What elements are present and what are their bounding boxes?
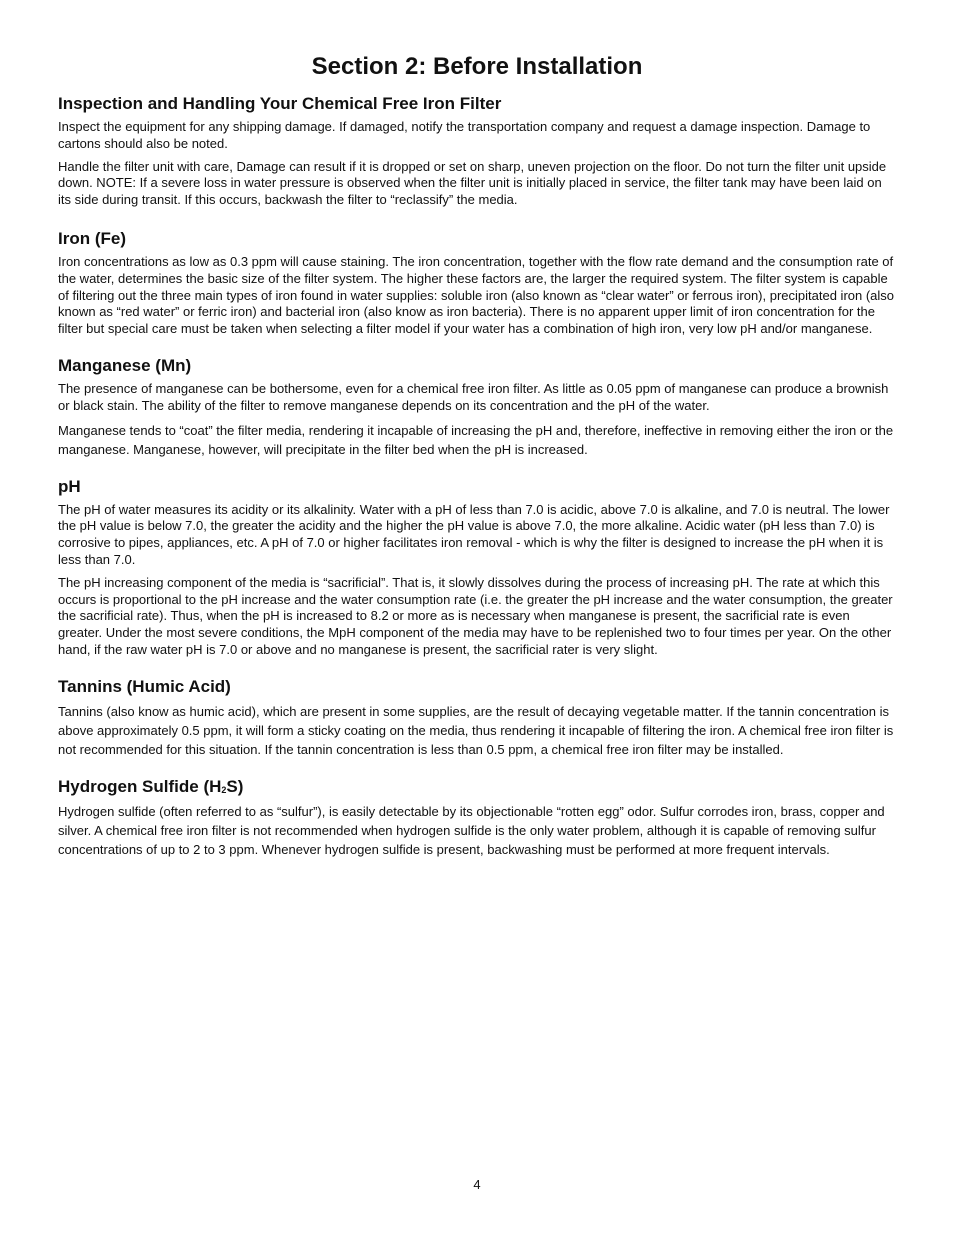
document-page: [58, 52, 896, 877]
page-title: Section 2: Before Installation: [311, 53, 643, 80]
section-heading: [58, 777, 896, 797]
section-ph: [58, 477, 896, 659]
subscript: 2: [221, 784, 227, 795]
paragraph: The presence of manganese can be bothersome, even for a chemical free iron filter. As little as 0.05 ppm of manganese can produce a brownish or black stain. The ability of the filter to remove manganese depends on its concentration and the pH of the water.: [58, 380, 889, 413]
section-iron: [58, 229, 896, 338]
paragraph: Hydrogen sulfide (often referred to as “sulfur”), is easily detectable by its objectionable “rotten egg” odor. Sulfur corrodes iron, brass, copper and silver. A chemical free iron filter is not recommended when hydrogen sulfide is the only water problem, although it is capable of removing sulfur concentrations of up to 2 to 3 ppm. Whenever hydrogen sulfide is present, backwashing must be performed at more frequent intervals.: [58, 803, 885, 857]
section-heading: Manganese (Mn): [58, 355, 192, 375]
paragraph: Handle the filter unit with care, Damage can result if it is dropped or set on sharp, uneven projection on the floor. Do not turn the filter unit upside down. NOTE: If a severe loss in water pressure is observed when the filter unit is initially placed in service, the filter tank may have been laid on its side during transit. If this occurs, backwash the filter to “reclassify” the media.: [58, 158, 887, 208]
section-heading: Tannins (Humic Acid): [58, 676, 231, 696]
paragraph: The pH increasing component of the media is “sacrificial”. That is, it slowly dissolves during the process of increasing pH. The rate at which this occurs is proportional to the pH increase and the water consumption rate (i.e. the greater the pH increase and the water consumption, the greater the sacrificial rate). Thus, when the pH is increased to 8.2 or more as is necessary when manganese is present, the sacrificial rate is even greater. Under the most severe conditions, the MpH component of the media may have to be replenished two to four times per year. On the other hand, if the raw water pH is 7.0 or above and no manganese is present, the sacrificial rater is very slight.: [58, 574, 893, 657]
paragraph: Manganese tends to “coat” the filter media, rendering it incapable of increasing the pH and, therefore, ineffective in removing either the iron or the manganese. Manganese, however, will precipitate in the filter bed when the pH is increased.: [58, 422, 894, 457]
section-manganese: [58, 356, 896, 459]
section-inspection: [58, 94, 896, 209]
section-tannins: [58, 677, 896, 759]
paragraph: Tannins (also know as humic acid), which are present in some supplies, are the result of decaying vegetable matter. If the tannin concentration is above approximately 0.5 ppm, it will form a sticky coating on the media, thus rendering it incapable of filtering the iron. A chemical free iron filter is not recommended for this situation. If the tannin concentration is less than 0.5 ppm, a chemical free iron filter may be installed.: [58, 703, 894, 757]
section-heading: pH: [58, 476, 81, 496]
page-number: 4: [473, 1177, 481, 1192]
paragraph: Inspect the equipment for any shipping damage. If damaged, notify the transportation company and request a damage inspection. Damage to cartons should also be noted.: [58, 119, 871, 151]
heading-text: S): [226, 776, 244, 796]
heading-text: Hydrogen Sulfide (H: [58, 776, 222, 796]
section-heading: Inspection and Handling Your Chemical Free Iron Filter: [58, 94, 502, 113]
paragraph: The pH of water measures its acidity or its alkalinity. Water with a pH of less than 7.0 is acidic, above 7.0 is alkaline, and 7.0 is neutral. The lower the pH value is below 7.0, the greater the acidity and the higher the pH value is above 7.0, the more alkaline. Acidic water (pH less than 7.0) is corrosive to pipes, appliances, etc. A pH of 7.0 or higher facilitates iron removal - which is why the filter is designed to increase the pH when it is less than 7.0.: [58, 501, 890, 567]
section-heading: Iron (Fe): [58, 228, 126, 248]
paragraph: Iron concentrations as low as 0.3 ppm will cause staining. The iron concentration, together with the flow rate demand and the consumption rate of the water, determines the basic size of the filter system. The higher these factors are, the larger the required system. The filter system is capable of filtering out the three main types of iron found in water supplies: soluble iron (also known as “clear water” or ferrous iron), precipitated iron (also known as “red water” or ferric iron) and bacterial iron (also know as iron bacteria). There is no apparent upper limit of iron concentration for the filter but special care must be taken when selecting a filter model if your water has a combination of high iron, very low pH and/or manganese.: [58, 253, 895, 337]
section-hydrogen-sulfide: [58, 777, 896, 859]
